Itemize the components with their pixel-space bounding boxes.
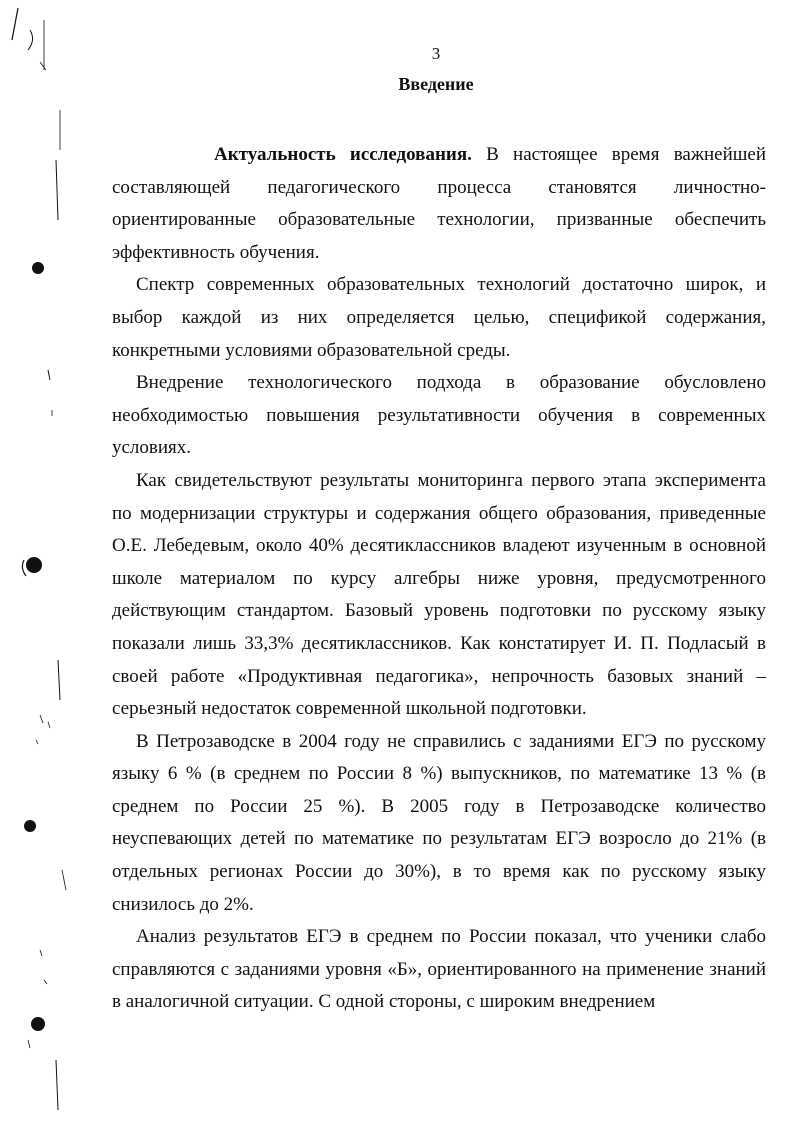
- paragraph: В Петрозаводске в 2004 году не справились с заданиями ЕГЭ по русскому языку 6 % (в среднем по России 8 %) выпускников, по математике 13 % (в среднем по России 25 %). В 2005 году в Петрозаводске количество неуспевающих детей по математике по результатам ЕГЭ возросло до 21% (в отдельных регионах России до 30%), в то время как по русскому языку снизилось до 2%.: [112, 730, 766, 915]
- paragraph: Анализ результатов ЕГЭ в среднем по России показал, что ученики слабо справляются с заданиями уровня «Б», ориентированного на применение знаний в аналогичной ситуации. С одной стороны, с широким внедрением: [112, 926, 766, 1013]
- paragraph-text: В настоящее время важнейшей составляющей педагогического процесса становятся личностно-ориентированные образовательные технологии, призванные обеспечить эффективность обучения.: [112, 144, 766, 263]
- paragraph: Спектр современных образовательных технологий достаточно широк, и выбор каждой из них определяется целью, спецификой содержания, конкретными условиями образовательной среды.: [112, 274, 766, 361]
- punch-hole-4: [31, 1017, 45, 1031]
- punch-hole-1: [32, 262, 44, 274]
- punch-hole-3: [24, 820, 36, 832]
- paragraph-relevance: [112, 139, 766, 269]
- paragraph: Внедрение технологического подхода в образование обусловлено необходимостью повышения результативности обучения в современных условиях.: [112, 372, 766, 459]
- scan-stroke: [12, 8, 18, 40]
- section-heading: Введение: [398, 74, 474, 94]
- paragraph-lead: Актуальность исследования.: [214, 144, 472, 165]
- paragraph: Как свидетельствуют результаты мониторинга первого этапа эксперимента по модернизации структуры и содержания общего образования, приведенные О.Е. Лебедевым, около 40% десятиклассников владеют изученным в основной школе материалом по курсу алгебры ниже уровня, предусмотренного действующим стандартом. Базовый уровень подготовки по русскому языку показали лишь 33,3% десятиклассников. Как констатирует И. П. Подласый в своей работе «Продуктивная педагогика», непрочность базовых знаний – серьезный недостаток современной школьной подготовки.: [112, 469, 766, 720]
- page-number: 3: [431, 44, 441, 63]
- punch-hole-2: [26, 557, 42, 573]
- body-text: [112, 139, 766, 1019]
